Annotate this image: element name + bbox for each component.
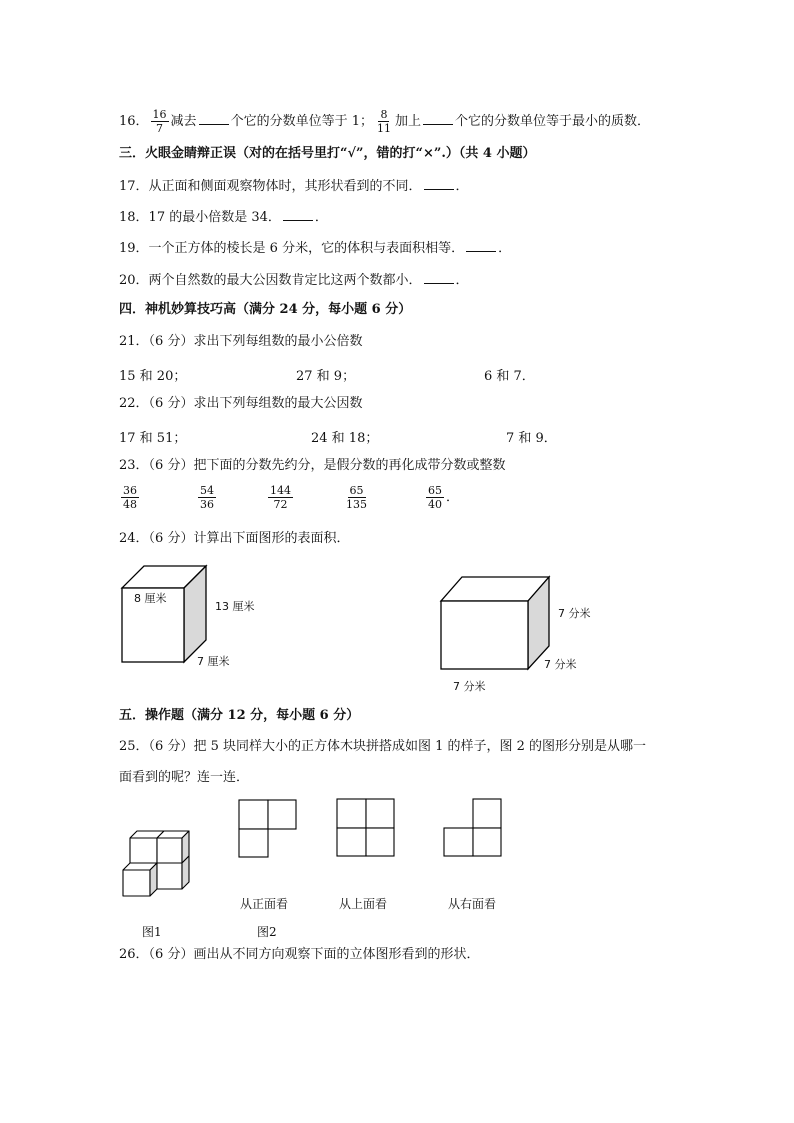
- question-24: 24．（6 分）计算出下面图形的表面积．: [119, 531, 350, 546]
- question-26: 26．（6 分）画出从不同方向观察下面的立体图形看到的形状．: [119, 947, 480, 962]
- box2-width-label: 7 分米: [544, 658, 577, 671]
- q23-fraction: $\frac{36}{48}$: [123, 484, 137, 511]
- question-17: 17．从正面和侧面观察物体时，其形状看到的不同． ．: [119, 179, 469, 194]
- view-label-right: 从右面看: [448, 897, 497, 911]
- box2-height-label: 7 分米: [558, 607, 591, 620]
- figure-2-caption: 图2: [257, 925, 277, 939]
- q21-item: 6 和 7．: [484, 369, 535, 384]
- cube-stack-figure: [120, 828, 192, 900]
- box1-width-label: 7 厘米: [197, 655, 230, 668]
- answer-blank[interactable]: [199, 113, 229, 125]
- cuboid-figure-1: [120, 563, 210, 665]
- question-25-line-1: 25．（6 分）把 5 块同样大小的正方体木块拼搭成如图 1 的样子，图 2 的图形分别是从哪一: [119, 739, 647, 754]
- answer-blank[interactable]: [423, 113, 453, 125]
- q21-item: 15 和 20；: [119, 369, 187, 384]
- answer-blank[interactable]: [424, 178, 454, 190]
- q16-number: 16．: [119, 114, 149, 129]
- question-19: 19．一个正方体的棱长是 6 分米，它的体积与表面积相等． ．: [119, 241, 512, 256]
- q23-fraction: $\frac{144}{72}$: [270, 484, 291, 511]
- view-label-front: 从正面看: [240, 897, 289, 911]
- view-shape-square: [336, 798, 396, 858]
- section-4-title: 四．神机妙算技巧高（满分 24 分，每小题 6 分）: [119, 302, 412, 317]
- question-21: 21．（6 分）求出下列每组数的最小公倍数: [119, 334, 363, 349]
- fraction-8-11: $\frac{8}{11}$: [376, 108, 391, 135]
- cube-figure-2: [439, 575, 553, 672]
- view-shape-l: [238, 799, 298, 859]
- question-25-line-2: 面看到的呢？连一连．: [119, 770, 250, 785]
- answer-blank[interactable]: [466, 240, 496, 252]
- q22-item: 7 和 9．: [506, 431, 557, 446]
- q22-item: 17 和 51；: [119, 431, 187, 446]
- answer-blank[interactable]: [283, 209, 313, 221]
- box1-height-label: 13 厘米: [215, 600, 255, 613]
- section-5-title: 五．操作题（满分 12 分，每小题 6 分）: [119, 708, 360, 723]
- view-label-top: 从上面看: [339, 897, 388, 911]
- question-18: 18．17 的最小倍数是 34． ．: [119, 210, 328, 225]
- question-22: 22．（6 分）求出下列每组数的最大公因数: [119, 396, 363, 411]
- figure-1-caption: 图1: [142, 925, 162, 939]
- view-shape-reverse-l: [443, 798, 503, 858]
- question-20: 20．两个自然数的最大公因数肯定比这两个数都小． ．: [119, 273, 469, 288]
- q21-item: 27 和 9；: [296, 369, 356, 384]
- question-16: 16． $\frac{16}{7}$ 减去 个它的分数单位等于 1； $\frac{8}{11}$ 加上 个它的分数单位等于最小的质数．: [119, 108, 650, 135]
- q23-fraction: $\frac{65}{135}$: [346, 484, 367, 511]
- question-23: 23．（6 分）把下面的分数先约分，是假分数的再化成带分数或整数: [119, 458, 506, 473]
- box2-length-label: 7 分米: [453, 680, 486, 693]
- section-3-title: 三．火眼金睛辩正误（对的在括号里打“√”，错的打“×”.）（共 4 小题）: [119, 146, 536, 161]
- q23-fraction: $\frac{54}{36}$: [200, 484, 214, 511]
- q22-item: 24 和 18；: [311, 431, 379, 446]
- q23-fraction: $\frac{65}{40}$ ．: [428, 484, 460, 511]
- answer-blank[interactable]: [424, 272, 454, 284]
- box1-length-label: 8 厘米: [134, 592, 167, 605]
- fraction-16-7: $\frac{16}{7}$: [152, 108, 167, 135]
